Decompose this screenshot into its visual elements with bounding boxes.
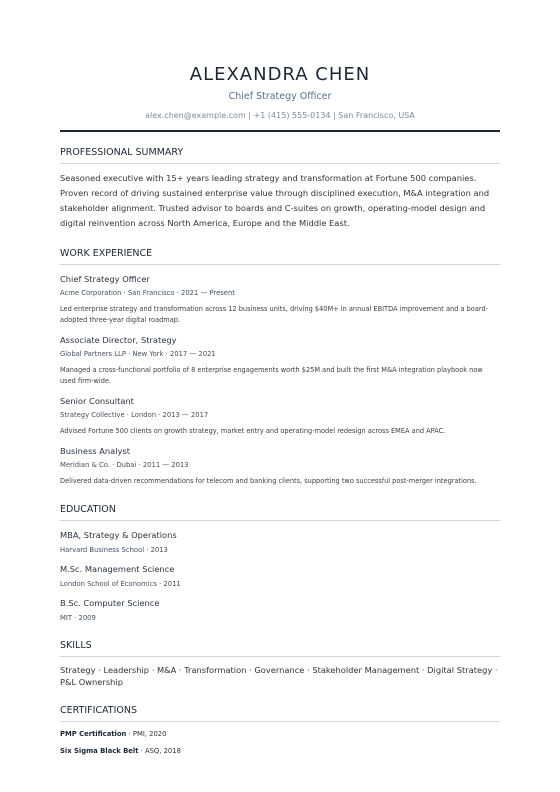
education-entry — [60, 597, 500, 623]
candidate-role: Chief Strategy Officer — [228, 91, 332, 102]
degree-meta: Harvard Business School · 2013 — [60, 546, 168, 554]
section-heading-education: EDUCATION — [60, 503, 500, 521]
job-description: Advised Fortune 500 clients on growth strategy, market entry and operating-model redesign across EMEA and APAC. — [60, 427, 446, 435]
degree-meta: MIT · 2009 — [60, 614, 96, 622]
section-heading-skills: SKILLS — [60, 639, 500, 657]
job-meta: Meridian & Co. · Dubai · 2011 — 2013 — [60, 461, 189, 469]
job-title: Associate Director, Strategy — [60, 335, 177, 345]
degree-title: B.Sc. Computer Science — [60, 598, 160, 608]
education-section — [60, 503, 500, 623]
degree-title: MBA, Strategy & Operations — [60, 530, 177, 540]
experience-section — [60, 247, 500, 487]
job-meta: Acme Corporation · San Francisco · 2021 — Present — [60, 289, 235, 297]
certification-entry — [60, 729, 500, 739]
job-description: Led enterprise strategy and transformation across 12 business units, driving $40M+ in annual EBITDA improvement and a board-adopted three-year digital roadmap. — [60, 305, 489, 324]
job-description: Managed a cross-functional portfolio of 8 enterprise engagements worth $25M and built the first M&A integration playbook now used firm-wide. — [60, 366, 483, 385]
header-divider — [60, 130, 500, 132]
job-title: Senior Consultant — [60, 396, 134, 406]
job-title: Chief Strategy Officer — [60, 274, 150, 284]
education-entry — [60, 529, 500, 555]
section-heading-summary: PROFESSIONAL SUMMARY — [60, 146, 500, 164]
certification-meta: · ASQ, 2018 — [138, 747, 181, 755]
job-title: Business Analyst — [60, 446, 131, 456]
job-meta: Global Partners LLP · New York · 2017 — 2021 — [60, 350, 216, 358]
candidate-name: ALEXANDRA CHEN — [189, 64, 371, 85]
skills-section — [60, 639, 500, 688]
resume-header — [0, 0, 560, 121]
resume-body — [60, 146, 500, 756]
job-entry — [60, 445, 500, 487]
job-entry — [60, 334, 500, 387]
contact-line: alex.chen@example.com | +1 (415) 555-0134 | San Francisco, USA — [145, 111, 415, 120]
certifications-section — [60, 704, 500, 756]
section-heading-certifications: CERTIFICATIONS — [60, 704, 500, 722]
job-description: Delivered data-driven recommendations for telecom and banking clients, supporting two successful post-merger integrations. — [60, 477, 477, 485]
job-meta: Strategy Collective · London · 2013 — 2017 — [60, 411, 209, 419]
degree-title: M.Sc. Management Science — [60, 564, 175, 574]
summary-section — [60, 146, 500, 231]
section-heading-experience: WORK EXPERIENCE — [60, 247, 500, 265]
degree-meta: London School of Economics · 2011 — [60, 580, 181, 588]
summary-text: Seasoned executive with 15+ years leading strategy and transformation at Fortune 500 companies. Proven record of driving sustained enterprise value through disciplined execution, M&A integration and stakeholder alignment. Trusted advisor to boards and C-suites on growth, operating-model design and digital reinvention across North America, Europe and the Middle East. — [60, 173, 490, 228]
certification-name: PMP Certification — [60, 730, 127, 738]
certification-entry — [60, 746, 500, 756]
certification-meta: · PMI, 2020 — [126, 730, 167, 738]
job-entry — [60, 273, 500, 326]
job-entry — [60, 395, 500, 437]
certification-name: Six Sigma Black Belt — [60, 747, 139, 755]
education-entry — [60, 563, 500, 589]
skills-list: Strategy · Leadership · M&A · Transformation · Governance · Stakeholder Management · Digital Strategy · P&L Ownership — [60, 665, 498, 687]
